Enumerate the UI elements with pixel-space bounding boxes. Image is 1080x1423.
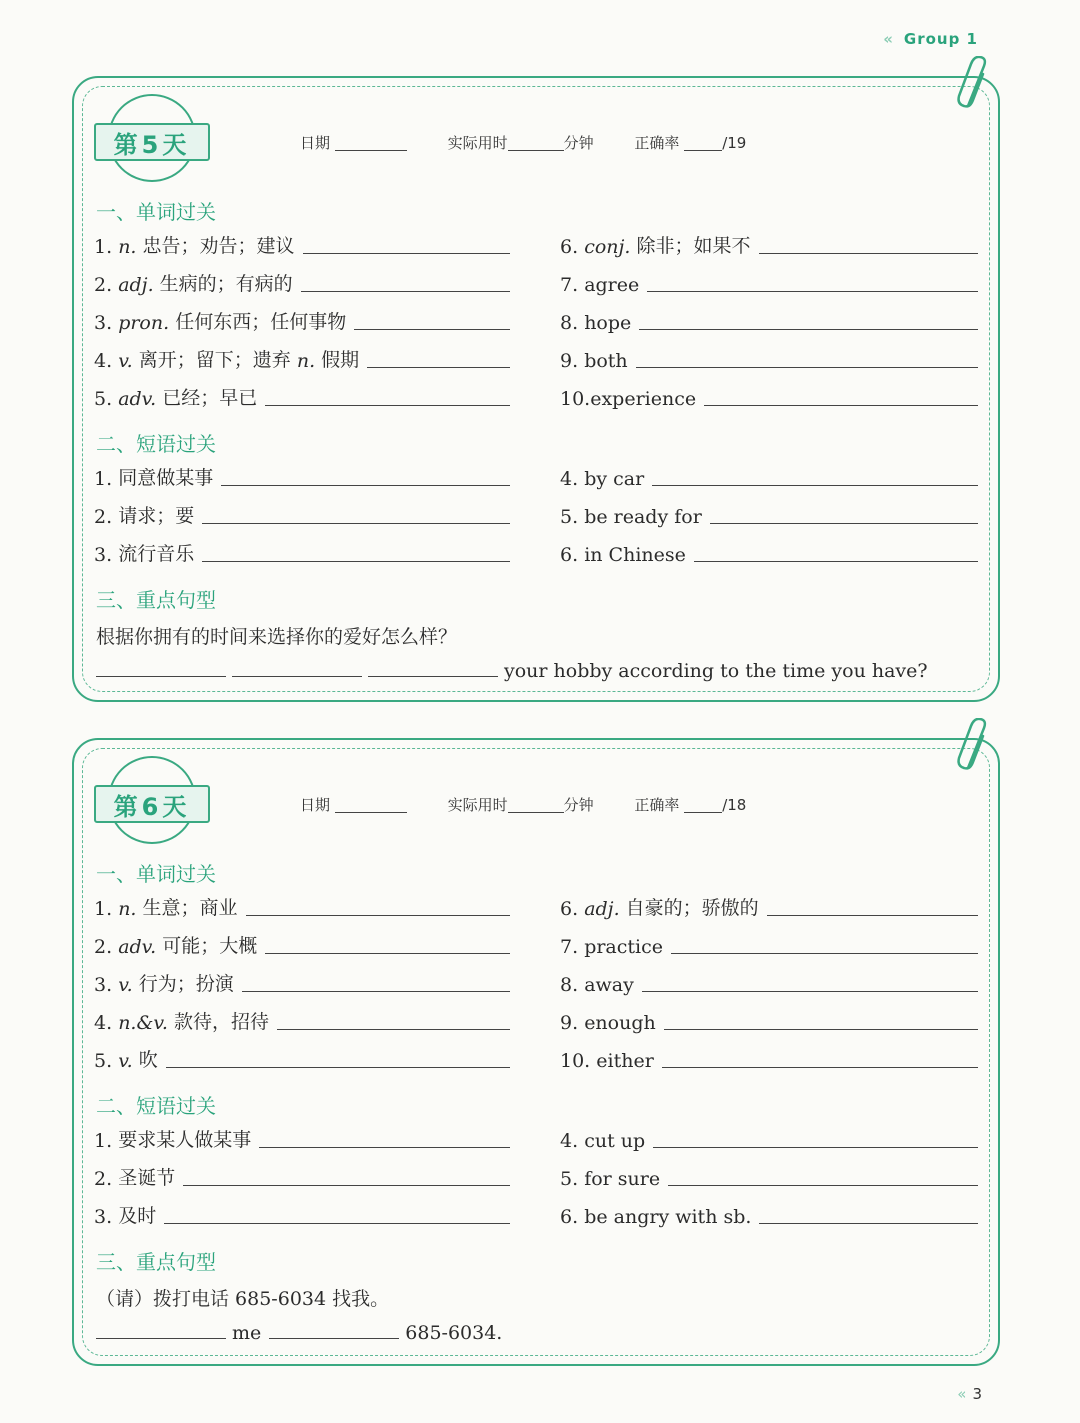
answer-blank[interactable]: [259, 1146, 510, 1148]
answer-blank[interactable]: [303, 252, 510, 254]
group-label: « Group 1: [883, 30, 978, 48]
word-item: 6. adj. 自豪的；骄傲的: [560, 894, 978, 920]
word-item: 9. enough: [560, 1008, 978, 1034]
answer-blank[interactable]: [368, 675, 498, 677]
paperclip-icon: [954, 56, 994, 112]
phrase-item: 3. 及时: [94, 1202, 510, 1228]
answer-blank[interactable]: [232, 675, 362, 677]
phrase-item: 4. by car: [560, 464, 978, 490]
answer-blank[interactable]: [221, 484, 510, 486]
accuracy-blank[interactable]: [684, 812, 722, 813]
answer-blank[interactable]: [265, 952, 510, 954]
word-item: 6. conj. 除非；如果不: [560, 232, 978, 258]
phrase-item: 3. 流行音乐: [94, 540, 510, 566]
paperclip-icon: [954, 718, 994, 774]
answer-blank[interactable]: [96, 1337, 226, 1339]
answer-blank[interactable]: [166, 1066, 510, 1068]
section-sentences-title: 三、重点句型: [96, 1250, 216, 1274]
word-item: 3. v. 行为；扮演: [94, 970, 510, 996]
answer-blank[interactable]: [367, 366, 510, 368]
record-meta: 日期 实际用时 分钟 正确率 /19: [300, 134, 747, 152]
answer-blank[interactable]: [647, 290, 978, 292]
phrase-item: 5. for sure: [560, 1164, 978, 1190]
answer-blank[interactable]: [767, 914, 978, 916]
answer-blank[interactable]: [668, 1184, 978, 1186]
word-item: 1. n. 忠告；劝告；建议: [94, 232, 510, 258]
answer-blank[interactable]: [662, 1066, 978, 1068]
phrase-item: 1. 同意做某事: [94, 464, 510, 490]
day-badge: 第5天: [94, 94, 210, 188]
sentence-english: your hobby according to the time you have?: [96, 660, 928, 682]
answer-blank[interactable]: [759, 1222, 978, 1224]
phrase-item: 2. 请求；要: [94, 502, 510, 528]
word-item: 1. n. 生意；商业: [94, 894, 510, 920]
word-item: 4. n.&v. 款待，招待: [94, 1008, 510, 1034]
sentence-english: me 685-6034.: [96, 1322, 502, 1344]
answer-blank[interactable]: [202, 560, 510, 562]
word-item: 2. adv. 可能；大概: [94, 932, 510, 958]
answer-blank[interactable]: [710, 522, 978, 524]
answer-blank[interactable]: [277, 1028, 510, 1030]
answer-blank[interactable]: [694, 560, 978, 562]
answer-blank[interactable]: [164, 1222, 510, 1224]
date-blank[interactable]: [335, 150, 407, 151]
sentence-chinese: （请）拨打电话 685-6034 找我。: [96, 1288, 390, 1310]
answer-blank[interactable]: [642, 990, 978, 992]
section-phrases-title: 二、短语过关: [96, 1094, 216, 1118]
answer-blank[interactable]: [242, 990, 510, 992]
word-item: 8. away: [560, 970, 978, 996]
page-number: « 3: [957, 1385, 982, 1403]
word-item: 10. either: [560, 1046, 978, 1072]
phrase-item: 6. be angry with sb.: [560, 1202, 978, 1228]
phrase-item: 6. in Chinese: [560, 540, 978, 566]
word-item: 7. agree: [560, 270, 978, 296]
answer-blank[interactable]: [636, 366, 978, 368]
day-5-card: [72, 76, 1000, 702]
phrase-item: 4. cut up: [560, 1126, 978, 1152]
answer-blank[interactable]: [639, 328, 978, 330]
word-item: 2. adj. 生病的；有病的: [94, 270, 510, 296]
answer-blank[interactable]: [671, 952, 978, 954]
sentence-chinese: 根据你拥有的时间来选择你的爱好怎么样？: [96, 626, 458, 648]
answer-blank[interactable]: [653, 1146, 978, 1148]
word-item: 10. experience: [560, 384, 978, 410]
answer-blank[interactable]: [301, 290, 510, 292]
answer-blank[interactable]: [652, 484, 978, 486]
word-item: 9. both: [560, 346, 978, 372]
double-chevron-icon: «: [883, 30, 894, 48]
section-words-title: 一、单词过关: [96, 200, 216, 224]
record-meta: 日期 实际用时 分钟 正确率 /18: [300, 796, 747, 814]
answer-blank[interactable]: [704, 404, 978, 406]
word-item: 5. v. 吹: [94, 1046, 510, 1072]
word-item: 5. adv. 已经；早已: [94, 384, 510, 410]
date-blank[interactable]: [335, 812, 407, 813]
answer-blank[interactable]: [202, 522, 510, 524]
double-chevron-icon: «: [957, 1385, 967, 1403]
phrase-item: 5. be ready for: [560, 502, 978, 528]
word-item: 4. v. 离开；留下；遗弃 n. 假期: [94, 346, 510, 372]
time-blank[interactable]: [508, 812, 564, 813]
word-item: 8. hope: [560, 308, 978, 334]
section-phrases-title: 二、短语过关: [96, 432, 216, 456]
day-6-card: [72, 738, 1000, 1366]
answer-blank[interactable]: [183, 1184, 510, 1186]
phrase-item: 1. 要求某人做某事: [94, 1126, 510, 1152]
accuracy-blank[interactable]: [684, 150, 722, 151]
section-sentences-title: 三、重点句型: [96, 588, 216, 612]
answer-blank[interactable]: [269, 1337, 399, 1339]
answer-blank[interactable]: [246, 914, 510, 916]
answer-blank[interactable]: [265, 404, 510, 406]
answer-blank[interactable]: [664, 1028, 978, 1030]
day-badge: 第6天: [94, 756, 210, 850]
word-item: 7. practice: [560, 932, 978, 958]
word-item: 3. pron. 任何东西；任何事物: [94, 308, 510, 334]
phrase-item: 2. 圣诞节: [94, 1164, 510, 1190]
answer-blank[interactable]: [354, 328, 510, 330]
section-words-title: 一、单词过关: [96, 862, 216, 886]
answer-blank[interactable]: [759, 252, 979, 254]
answer-blank[interactable]: [96, 675, 226, 677]
time-blank[interactable]: [508, 150, 564, 151]
